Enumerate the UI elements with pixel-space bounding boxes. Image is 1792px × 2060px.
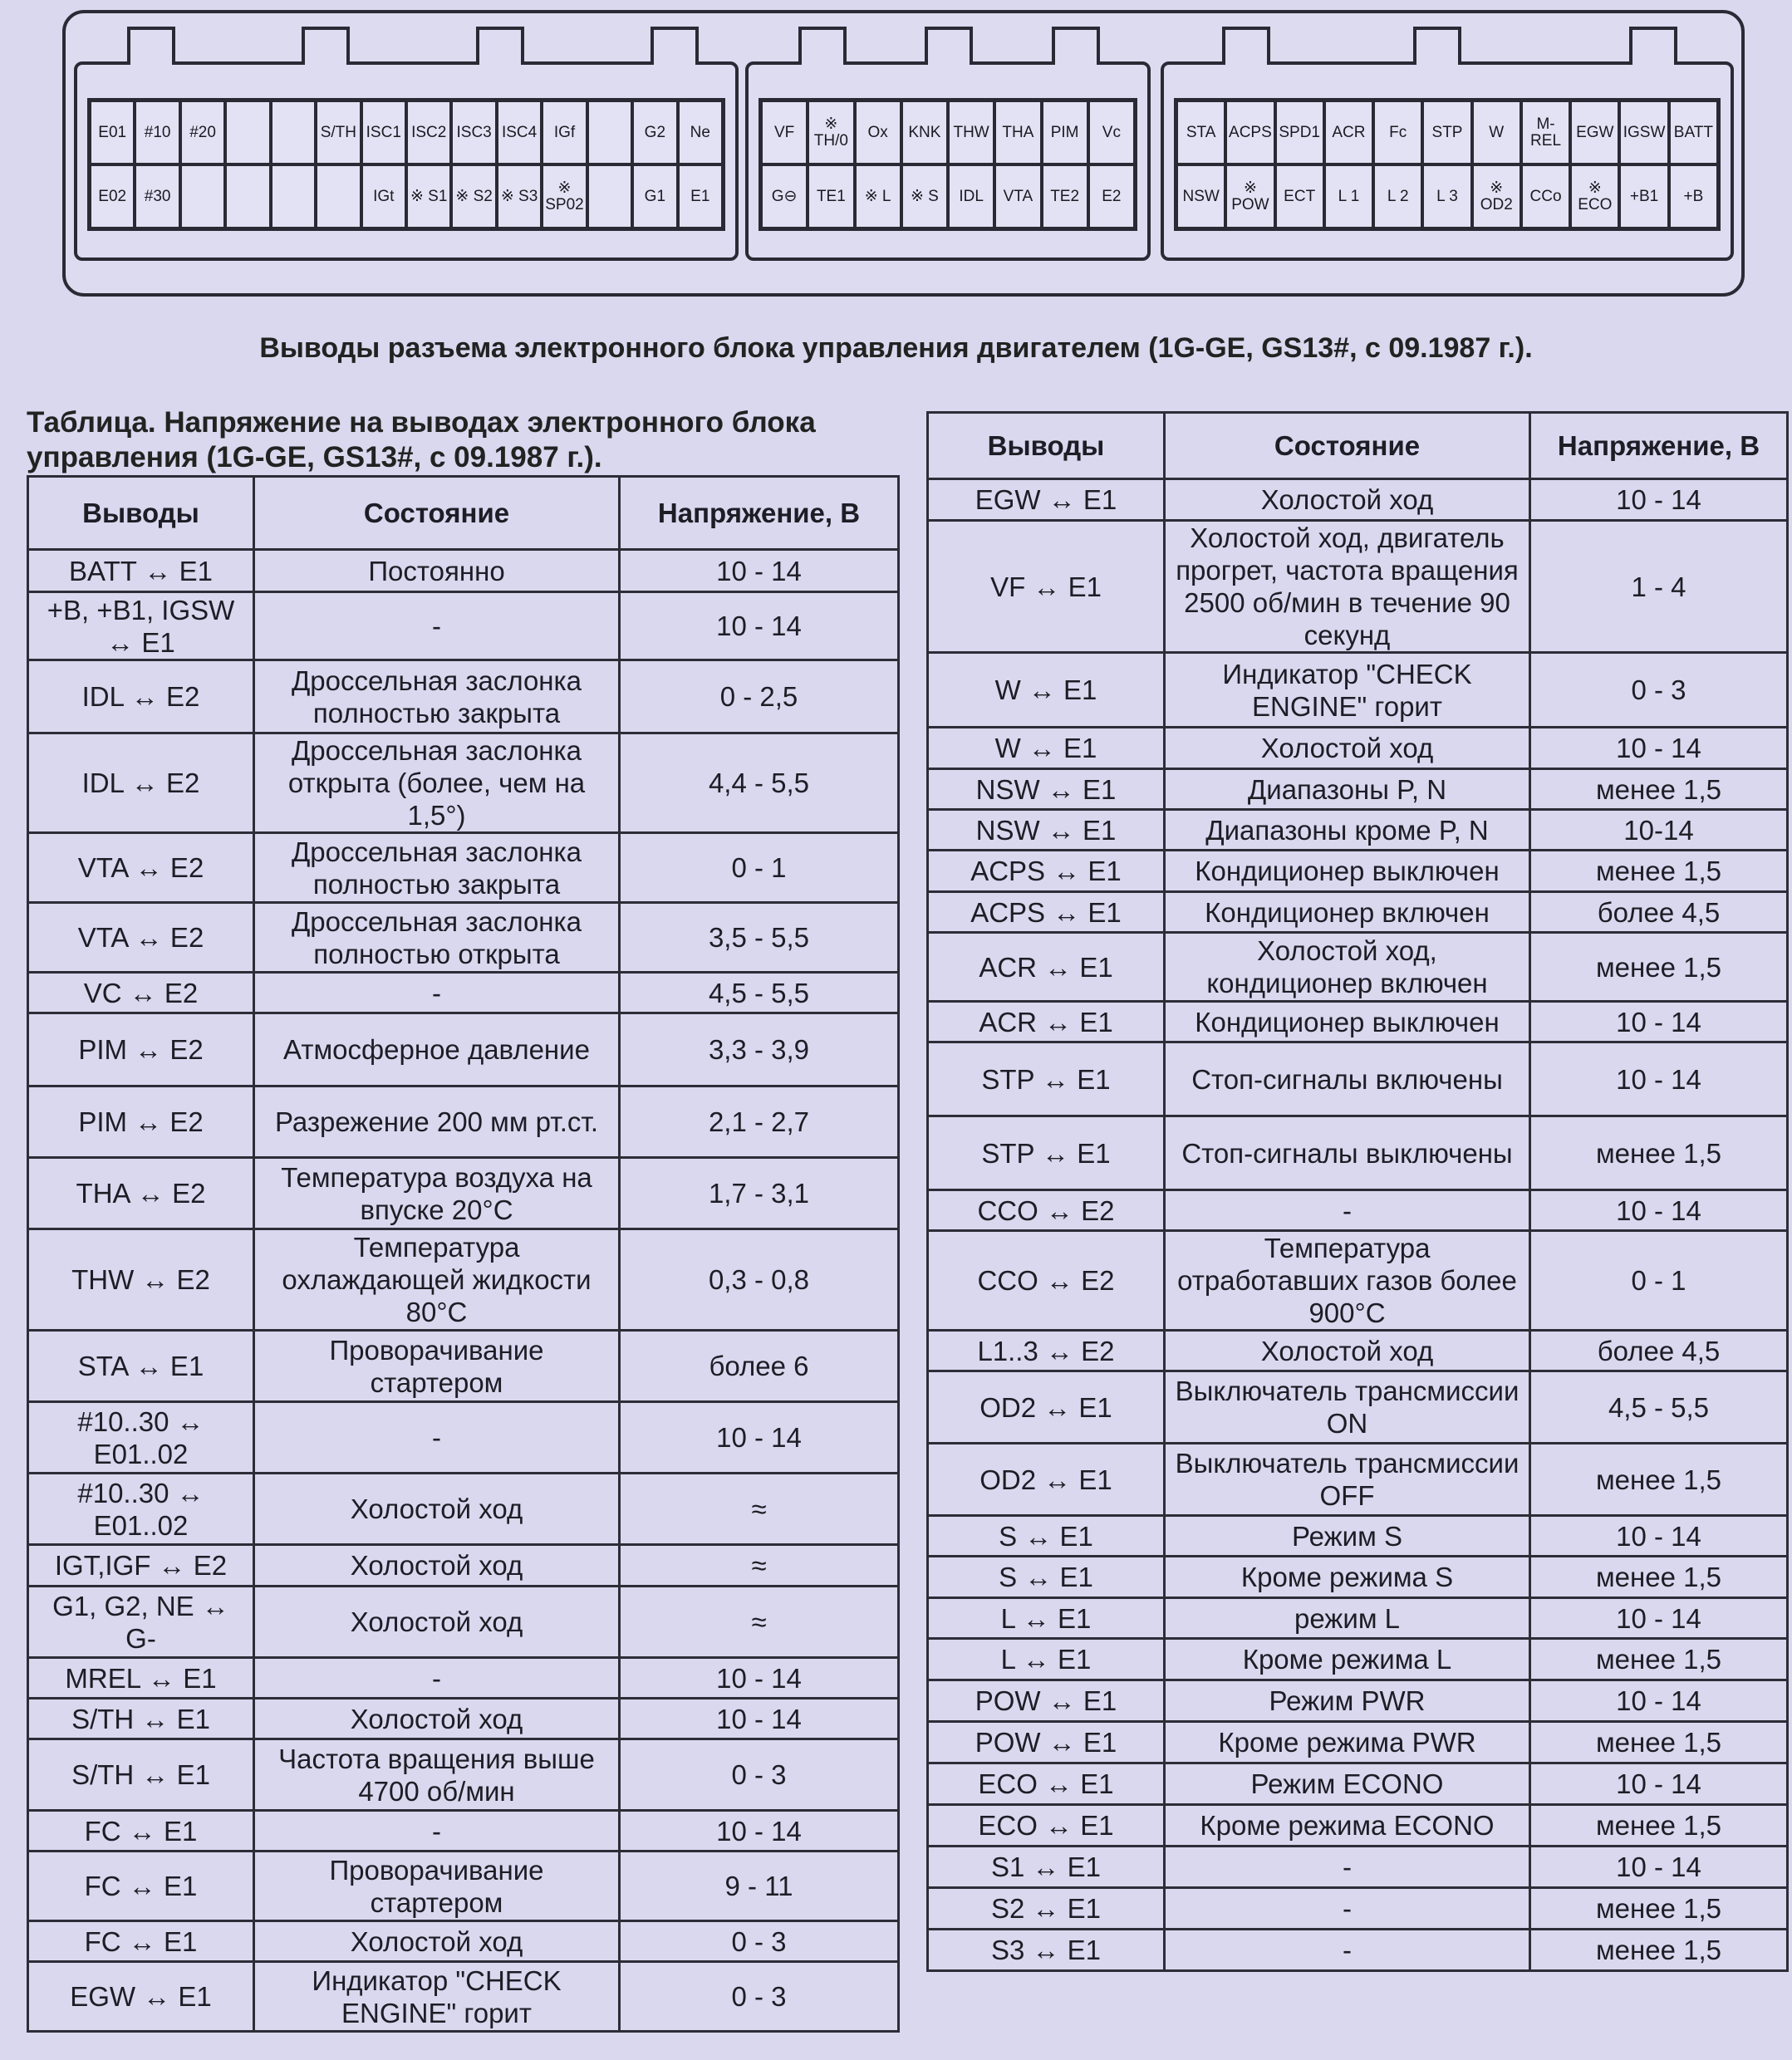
- cell-voltage: более 4,5: [1530, 892, 1788, 933]
- cell-state: Индикатор "CHECK ENGINE" горит: [1165, 653, 1530, 728]
- connector-pin: Ox: [855, 101, 901, 164]
- cell-state: Разрежение 200 мм рт.ст.: [254, 1086, 620, 1158]
- cell-state: Холостой ход: [1165, 728, 1530, 769]
- cell-pins: NSW ↔ E1: [928, 810, 1165, 851]
- cell-voltage: 1 - 4: [1530, 521, 1788, 653]
- cell-state: -: [1165, 1190, 1530, 1231]
- cell-voltage: 4,5 - 5,5: [1530, 1371, 1788, 1444]
- connector-pin: ACPS: [1225, 101, 1274, 164]
- table-row: [928, 1805, 1788, 1847]
- cell-pins: ACPS ↔ E1: [928, 892, 1165, 933]
- connector-pin: NSW: [1176, 164, 1225, 228]
- cell-state: Кроме режима PWR: [1165, 1722, 1530, 1763]
- connector-pin: G⊖: [761, 164, 808, 228]
- connector-pin: [225, 164, 270, 228]
- cell-voltage: менее 1,5: [1530, 933, 1788, 1002]
- cell-state: Кондиционер выключен: [1165, 851, 1530, 892]
- cell-state: Холостой ход: [254, 1699, 620, 1739]
- cell-state: Режим PWR: [1165, 1680, 1530, 1722]
- cell-voltage: более 4,5: [1530, 1331, 1788, 1371]
- table-row: [928, 851, 1788, 892]
- connector-pin: Ne: [678, 101, 723, 164]
- table-row: [928, 1680, 1788, 1722]
- cell-voltage: 10 - 14: [1530, 1190, 1788, 1231]
- table-row: [928, 1331, 1788, 1371]
- connector-block-2: [745, 61, 1151, 261]
- cell-pins: PIM ↔ E2: [28, 1013, 254, 1086]
- cell-state: -: [254, 973, 620, 1013]
- cell-pins: VC ↔ E2: [28, 973, 254, 1013]
- cell-pins: NSW ↔ E1: [928, 769, 1165, 810]
- connector-pin: [587, 164, 632, 228]
- table-row: [928, 1002, 1788, 1042]
- cell-pins: ECO ↔ E1: [928, 1805, 1165, 1847]
- connector-pin: ISC2: [406, 101, 451, 164]
- cell-pins: OD2 ↔ E1: [928, 1444, 1165, 1516]
- connector-pin: Fc: [1373, 101, 1422, 164]
- table-row: [28, 1402, 899, 1474]
- cell-state: Выключатель трансмиссии ON: [1165, 1371, 1530, 1444]
- table-row: [28, 1699, 899, 1739]
- cell-state: режим L: [1165, 1598, 1530, 1639]
- cell-voltage: 3,3 - 3,9: [620, 1013, 899, 1086]
- connector-pin: ※ SP02: [542, 164, 587, 228]
- connector-pin: +B: [1669, 164, 1718, 228]
- cell-pins: OD2 ↔ E1: [928, 1371, 1165, 1444]
- cell-state: Холостой ход: [1165, 479, 1530, 521]
- cell-voltage: менее 1,5: [1530, 1888, 1788, 1930]
- connector-block-1: [74, 61, 739, 261]
- table-row: [928, 892, 1788, 933]
- table-row: [928, 728, 1788, 769]
- connector-pin: L 2: [1373, 164, 1422, 228]
- connector-pin: [587, 101, 632, 164]
- cell-pins: ECO ↔ E1: [928, 1763, 1165, 1805]
- connector-pin: L 3: [1422, 164, 1471, 228]
- cell-pins: #10..30 ↔ E01..02: [28, 1402, 254, 1474]
- connector-pin: G2: [632, 101, 677, 164]
- cell-state: Холостой ход, двигатель прогрет, частота вращения 2500 об/мин в течение 90 секунд: [1165, 521, 1530, 653]
- connector-pin: THA: [994, 101, 1041, 164]
- cell-pins: STA ↔ E1: [28, 1331, 254, 1402]
- connector-pin: IGf: [542, 101, 587, 164]
- header-state: Состояние: [1165, 413, 1530, 479]
- cell-state: -: [1165, 1930, 1530, 1971]
- cell-voltage: 0,3 - 0,8: [620, 1229, 899, 1331]
- connector-pin: PIM: [1042, 101, 1088, 164]
- connector-block-3: [1161, 61, 1734, 261]
- table-row: [28, 903, 899, 973]
- table-row: [928, 479, 1788, 521]
- cell-pins: VTA ↔ E2: [28, 903, 254, 973]
- connector-pin: L 1: [1324, 164, 1373, 228]
- table-row: [28, 660, 899, 733]
- cell-state: Холостой ход: [254, 1921, 620, 1962]
- cell-voltage: менее 1,5: [1530, 1722, 1788, 1763]
- connector-pin: #30: [135, 164, 179, 228]
- table-row: [28, 1811, 899, 1852]
- table-row: [28, 550, 899, 592]
- cell-voltage: 4,5 - 5,5: [620, 973, 899, 1013]
- cell-voltage: ≈: [620, 1545, 899, 1587]
- connector-pin: IGt: [361, 164, 406, 228]
- table-row: [28, 1229, 899, 1331]
- table-row: [928, 1444, 1788, 1516]
- cell-pins: L ↔ E1: [928, 1639, 1165, 1680]
- cell-state: Дроссельная заслонка открыта (более, чем на 1,5°): [254, 733, 620, 833]
- cell-voltage: 10 - 14: [620, 550, 899, 592]
- cell-pins: CCO ↔ E2: [928, 1231, 1165, 1331]
- cell-voltage: менее 1,5: [1530, 769, 1788, 810]
- cell-voltage: 10 - 14: [620, 592, 899, 660]
- cell-pins: FC ↔ E1: [28, 1921, 254, 1962]
- cell-state: Дроссельная заслонка полностью закрыта: [254, 660, 620, 733]
- table-row: [928, 521, 1788, 653]
- connector-pin: [316, 164, 361, 228]
- connector-pin: W: [1472, 101, 1521, 164]
- cell-state: Частота вращения выше 4700 об/мин: [254, 1739, 620, 1811]
- cell-pins: ACPS ↔ E1: [928, 851, 1165, 892]
- cell-state: Кроме режима L: [1165, 1639, 1530, 1680]
- connector-pin: EGW: [1570, 101, 1619, 164]
- table-row: [28, 1158, 899, 1229]
- cell-state: Дроссельная заслонка полностью открыта: [254, 903, 620, 973]
- table-row: [928, 1888, 1788, 1930]
- cell-pins: EGW ↔ E1: [28, 1962, 254, 2032]
- cell-voltage: более 6: [620, 1331, 899, 1402]
- connector-pin: BATT: [1669, 101, 1718, 164]
- cell-state: Температура охлаждающей жидкости 80°С: [254, 1229, 620, 1331]
- connector-pin: VF: [761, 101, 808, 164]
- connector-pin: ※ POW: [1225, 164, 1274, 228]
- connector-pin: VTA: [994, 164, 1041, 228]
- cell-pins: IDL ↔ E2: [28, 733, 254, 833]
- cell-pins: BATT ↔ E1: [28, 550, 254, 592]
- cell-pins: S ↔ E1: [928, 1557, 1165, 1598]
- cell-voltage: 10-14: [1530, 810, 1788, 851]
- connector-pin: ※ TH/0: [808, 101, 854, 164]
- connector-pin: CCo: [1521, 164, 1570, 228]
- cell-voltage: 4,4 - 5,5: [620, 733, 899, 833]
- table-row: [28, 1013, 899, 1086]
- pin-grid-2: [759, 98, 1137, 231]
- cell-voltage: 10 - 14: [1530, 728, 1788, 769]
- table-row: [928, 933, 1788, 1002]
- table-row: [928, 769, 1788, 810]
- cell-voltage: 3,5 - 5,5: [620, 903, 899, 973]
- connector-pin: [271, 164, 316, 228]
- table-header-row: [928, 413, 1788, 479]
- cell-pins: THA ↔ E2: [28, 1158, 254, 1229]
- cell-state: Атмосферное давление: [254, 1013, 620, 1086]
- cell-voltage: менее 1,5: [1530, 1805, 1788, 1847]
- voltage-table-right: [926, 411, 1789, 1972]
- connector-pin: E01: [90, 101, 135, 164]
- table-row: [28, 1545, 899, 1587]
- cell-voltage: 10 - 14: [620, 1811, 899, 1852]
- connector-pin: E2: [1088, 164, 1135, 228]
- cell-state: Дроссельная заслонка полностью закрыта: [254, 833, 620, 903]
- voltage-table-left: [27, 475, 900, 2033]
- connector-pin: ISC3: [451, 101, 496, 164]
- connector-pin: ISC1: [361, 101, 406, 164]
- cell-state: Холостой ход: [254, 1587, 620, 1658]
- connector-pin: THW: [948, 101, 994, 164]
- cell-voltage: 0 - 3: [620, 1921, 899, 1962]
- table-row: [928, 1722, 1788, 1763]
- table-row: [28, 592, 899, 660]
- connector-pin: E1: [678, 164, 723, 228]
- cell-state: Стоп-сигналы выключены: [1165, 1116, 1530, 1190]
- cell-pins: S/TH ↔ E1: [28, 1699, 254, 1739]
- cell-pins: S3 ↔ E1: [928, 1930, 1165, 1971]
- table-row: [928, 810, 1788, 851]
- cell-pins: FC ↔ E1: [28, 1811, 254, 1852]
- cell-pins: W ↔ E1: [928, 728, 1165, 769]
- table-row: [28, 833, 899, 903]
- connector-pin: E02: [90, 164, 135, 228]
- cell-pins: ACR ↔ E1: [928, 1002, 1165, 1042]
- cell-state: Стоп-сигналы включены: [1165, 1042, 1530, 1116]
- cell-voltage: 10 - 14: [1530, 479, 1788, 521]
- connector-pin: STA: [1176, 101, 1225, 164]
- cell-pins: S/TH ↔ E1: [28, 1739, 254, 1811]
- connector-pin: SPD1: [1275, 101, 1324, 164]
- connector-pin: ACR: [1324, 101, 1373, 164]
- cell-voltage: 0 - 1: [1530, 1231, 1788, 1331]
- cell-voltage: 0 - 3: [1530, 653, 1788, 728]
- cell-pins: G1, G2, NE ↔ G-: [28, 1587, 254, 1658]
- connector-pin: TE1: [808, 164, 854, 228]
- cell-state: Холостой ход: [254, 1474, 620, 1545]
- cell-state: Проворачивание стартером: [254, 1852, 620, 1921]
- cell-state: -: [1165, 1888, 1530, 1930]
- connector-pin: IGSW: [1619, 101, 1668, 164]
- table-row: [28, 1852, 899, 1921]
- table-row: [28, 1658, 899, 1699]
- table-row: [928, 1598, 1788, 1639]
- cell-state: -: [254, 1402, 620, 1474]
- cell-pins: W ↔ E1: [928, 653, 1165, 728]
- cell-pins: THW ↔ E2: [28, 1229, 254, 1331]
- connector-pin: ※ S3: [497, 164, 542, 228]
- cell-voltage: 10 - 14: [1530, 1847, 1788, 1888]
- connector-pin: G1: [632, 164, 677, 228]
- connector-pin: ISC4: [497, 101, 542, 164]
- cell-pins: POW ↔ E1: [928, 1680, 1165, 1722]
- table-header-row: [28, 477, 899, 550]
- cell-voltage: 10 - 14: [1530, 1680, 1788, 1722]
- header-state: Состояние: [254, 477, 620, 550]
- cell-voltage: менее 1,5: [1530, 1639, 1788, 1680]
- connector-pin: ※ ECO: [1570, 164, 1619, 228]
- table-row: [928, 1190, 1788, 1231]
- pin-grid-3: [1174, 98, 1721, 231]
- cell-state: Режим S: [1165, 1516, 1530, 1557]
- cell-voltage: 10 - 14: [620, 1699, 899, 1739]
- cell-pins: IDL ↔ E2: [28, 660, 254, 733]
- cell-voltage: 10 - 14: [1530, 1763, 1788, 1805]
- cell-voltage: менее 1,5: [1530, 1557, 1788, 1598]
- table-row: [928, 1371, 1788, 1444]
- pin-grid-1: [87, 98, 725, 231]
- cell-voltage: 10 - 14: [1530, 1516, 1788, 1557]
- table-row: [928, 1763, 1788, 1805]
- connector-pin: #10: [135, 101, 179, 164]
- cell-voltage: 0 - 3: [620, 1962, 899, 2032]
- table-row: [928, 653, 1788, 728]
- cell-pins: L1..3 ↔ E2: [928, 1331, 1165, 1371]
- cell-pins: FC ↔ E1: [28, 1852, 254, 1921]
- cell-voltage: менее 1,5: [1530, 1930, 1788, 1971]
- connector-pin: ※ S1: [406, 164, 451, 228]
- cell-pins: EGW ↔ E1: [928, 479, 1165, 521]
- cell-voltage: ≈: [620, 1587, 899, 1658]
- cell-state: Кондиционер выключен: [1165, 1002, 1530, 1042]
- cell-pins: CCO ↔ E2: [928, 1190, 1165, 1231]
- cell-pins: ACR ↔ E1: [928, 933, 1165, 1002]
- diagram-caption: Выводы разъема электронного блока управления двигателем (1G-GE, GS13#, с 09.1987 г.).: [259, 332, 1533, 364]
- table-row: [28, 1921, 899, 1962]
- table-row: [28, 1331, 899, 1402]
- header-pins: Выводы: [28, 477, 254, 550]
- cell-pins: S2 ↔ E1: [928, 1888, 1165, 1930]
- header-pins: Выводы: [928, 413, 1165, 479]
- cell-pins: IGT,IGF ↔ E2: [28, 1545, 254, 1587]
- cell-state: Проворачивание стартером: [254, 1331, 620, 1402]
- connector-pin: [225, 101, 270, 164]
- connector-pin: KNK: [901, 101, 948, 164]
- table-row: [928, 1930, 1788, 1971]
- connector-pin: STP: [1422, 101, 1471, 164]
- table-title: Таблица. Напряжение на выводах электронного блока управления (1G-GE, GS13#, с 09.1987 г.).: [27, 406, 816, 473]
- connector-pin: ※ OD2: [1472, 164, 1521, 228]
- table-row: [928, 1639, 1788, 1680]
- cell-state: Температура отработавших газов более 900°С: [1165, 1231, 1530, 1331]
- cell-state: Холостой ход: [254, 1545, 620, 1587]
- table-row: [928, 1557, 1788, 1598]
- cell-state: Выключатель трансмиссии OFF: [1165, 1444, 1530, 1516]
- connector-pin: ECT: [1275, 164, 1324, 228]
- cell-voltage: 10 - 14: [620, 1402, 899, 1474]
- cell-pins: VTA ↔ E2: [28, 833, 254, 903]
- header-voltage: Напряжение, В: [620, 477, 899, 550]
- table-row: [28, 1474, 899, 1545]
- connector-pin: +B1: [1619, 164, 1668, 228]
- cell-pins: S1 ↔ E1: [928, 1847, 1165, 1888]
- cell-state: Диапазоны P, N: [1165, 769, 1530, 810]
- cell-pins: S ↔ E1: [928, 1516, 1165, 1557]
- connector-pin: M- REL: [1521, 101, 1570, 164]
- cell-state: Температура воздуха на впуске 20°С: [254, 1158, 620, 1229]
- cell-state: Кондиционер включен: [1165, 892, 1530, 933]
- connector-pin: [180, 164, 225, 228]
- cell-voltage: 10 - 14: [1530, 1002, 1788, 1042]
- connector-pin: ※ S: [901, 164, 948, 228]
- connector-pin: #20: [180, 101, 225, 164]
- table-row: [28, 1739, 899, 1811]
- cell-state: -: [1165, 1847, 1530, 1888]
- cell-pins: #10..30 ↔ E01..02: [28, 1474, 254, 1545]
- cell-voltage: менее 1,5: [1530, 851, 1788, 892]
- cell-state: Холостой ход, кондиционер включен: [1165, 933, 1530, 1002]
- connector-pin: ※ L: [855, 164, 901, 228]
- table-row: [28, 973, 899, 1013]
- cell-pins: STP ↔ E1: [928, 1116, 1165, 1190]
- table-row: [28, 1086, 899, 1158]
- cell-pins: STP ↔ E1: [928, 1042, 1165, 1116]
- cell-voltage: 2,1 - 2,7: [620, 1086, 899, 1158]
- table-row: [28, 1962, 899, 2032]
- cell-state: -: [254, 1811, 620, 1852]
- cell-voltage: 1,7 - 3,1: [620, 1158, 899, 1229]
- table-row: [928, 1516, 1788, 1557]
- cell-pins: L ↔ E1: [928, 1598, 1165, 1639]
- cell-voltage: менее 1,5: [1530, 1444, 1788, 1516]
- connector-pin: S/TH: [316, 101, 361, 164]
- connector-pin: ※ S2: [451, 164, 496, 228]
- cell-voltage: 0 - 1: [620, 833, 899, 903]
- cell-pins: +B, +B1, IGSW ↔ E1: [28, 592, 254, 660]
- table-row: [28, 733, 899, 833]
- ecu-connector-diagram: [62, 10, 1745, 297]
- cell-state: Режим ECONO: [1165, 1763, 1530, 1805]
- connector-pin: IDL: [948, 164, 994, 228]
- cell-voltage: менее 1,5: [1530, 1116, 1788, 1190]
- cell-state: -: [254, 592, 620, 660]
- cell-pins: POW ↔ E1: [928, 1722, 1165, 1763]
- table-row: [928, 1231, 1788, 1331]
- cell-voltage: 10 - 14: [1530, 1042, 1788, 1116]
- cell-voltage: 0 - 3: [620, 1739, 899, 1811]
- cell-voltage: ≈: [620, 1474, 899, 1545]
- cell-voltage: 9 - 11: [620, 1852, 899, 1921]
- cell-pins: VF ↔ E1: [928, 521, 1165, 653]
- cell-state: Индикатор "CHECK ENGINE" горит: [254, 1962, 620, 2032]
- table-row: [928, 1847, 1788, 1888]
- cell-voltage: 10 - 14: [1530, 1598, 1788, 1639]
- cell-voltage: 10 - 14: [620, 1658, 899, 1699]
- connector-pin: [271, 101, 316, 164]
- cell-state: Холостой ход: [1165, 1331, 1530, 1371]
- table-row: [928, 1116, 1788, 1190]
- connector-pin: TE2: [1042, 164, 1088, 228]
- cell-voltage: 0 - 2,5: [620, 660, 899, 733]
- header-voltage: Напряжение, В: [1530, 413, 1788, 479]
- cell-state: Диапазоны кроме P, N: [1165, 810, 1530, 851]
- cell-pins: PIM ↔ E2: [28, 1086, 254, 1158]
- cell-state: Кроме режима S: [1165, 1557, 1530, 1598]
- cell-state: Постоянно: [254, 550, 620, 592]
- table-row: [928, 1042, 1788, 1116]
- cell-state: -: [254, 1658, 620, 1699]
- connector-pin: Vc: [1088, 101, 1135, 164]
- table-row: [28, 1587, 899, 1658]
- cell-state: Кроме режима ECONO: [1165, 1805, 1530, 1847]
- cell-pins: MREL ↔ E1: [28, 1658, 254, 1699]
